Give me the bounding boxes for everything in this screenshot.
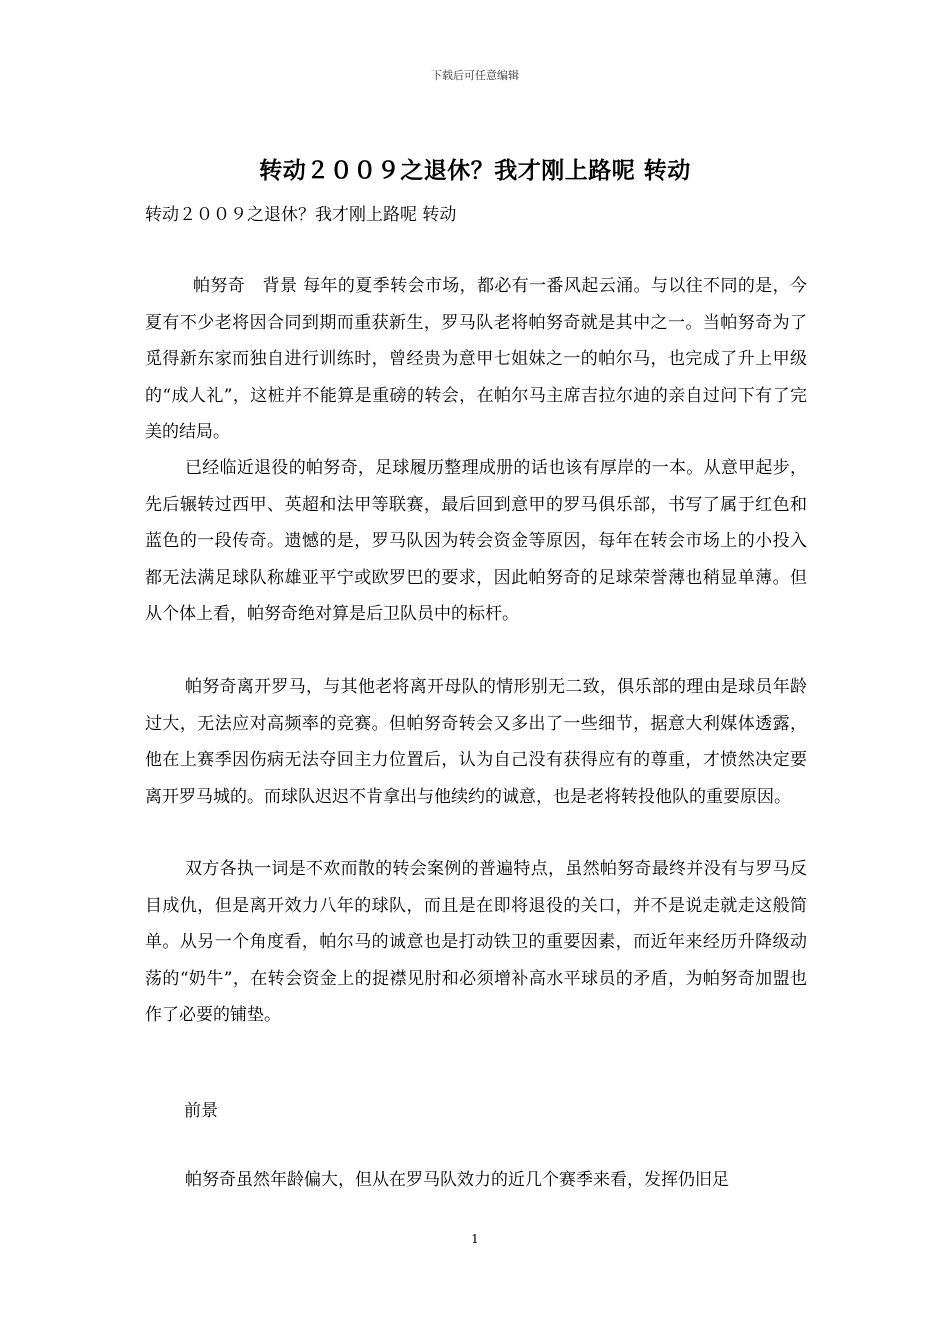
paragraph-background: 帕努奇 背景 每年的夏季转会市场，都必有一番风起云涌。与以往不同的是，今夏有不少老将因合同到期而重获新生，罗马队老将帕努奇就是其中之一。当帕努奇为了觅得新东家而独自进行训练时，曾经贵为意甲七姐妹之一的帕尔马，也完成了升上甲级的“成人礼”，这桩并不能算是重磅的转会，在帕尔马主席吉拉尔迪的亲自过问下有了完美的结局。 xyxy=(145,276,807,443)
document-title: 转动２００９之退休？我才刚上路呢 转动 xyxy=(259,157,691,184)
paragraph-transfer: 双方各执一词是不欢而散的转会案例的普遍特点，虽然帕努奇最终并没有与罗马反目成仇，但是离开效力八年的球队，而且是在即将退役的关口，并不是说走就走这般简单。从另一个角度看，帕尔马的诚意也是打动铁卫的重要因素，而近年来经历升降级动荡的“奶牛”，在转会资金上的捉襟见肘和必须增补高水平球员的矛盾，为帕努奇加盟也作了必要的铺垫。 xyxy=(145,859,807,1026)
paragraph-prospects: 帕努奇虽然年龄偏大，但从在罗马队效力的近几个赛季来看，发挥仍旧足 xyxy=(185,1170,729,1190)
paragraph-departure: 帕努奇离开罗马，与其他老将离开母队的情形别无二致，俱乐部的理由是球员年龄过大，无法应对高频率的竞赛。但帕努奇转会又多出了一些细节，据意大利媒体透露，他在上赛季因伤病无法夺回主力位置后，认为自己没有获得应有的尊重，才愤然决定要离开罗马城的。而球队迟迟不肯拿出与他续约的诚意，也是老将转投他队的重要原因。 xyxy=(145,677,807,807)
document-subtitle: 转动２００９之退休？我才刚上路呢 转动 xyxy=(145,205,457,225)
paragraph-career: 已经临近退役的帕努奇，足球履历整理成册的话也该有厚岸的一本。从意甲起步，先后辗转过西甲、英超和法甲等联赛，最后回到意甲的罗马俱乐部，书写了属于红色和蓝色的一段传奇。遗憾的是，罗马队因为转会资金等原因，每年在转会市场上的小投入都无法满足球队称雄亚平宁或欧罗巴的要求，因此帕努奇的足球荣誉薄也稍显单薄。但从个体上看，帕努奇绝对算是后卫队员中的标杆。 xyxy=(145,458,807,625)
section-heading-prospects: 前景 xyxy=(184,1101,218,1121)
page-number: 1 xyxy=(471,1232,479,1246)
header-note: 下载后可任意编辑 xyxy=(431,69,519,82)
